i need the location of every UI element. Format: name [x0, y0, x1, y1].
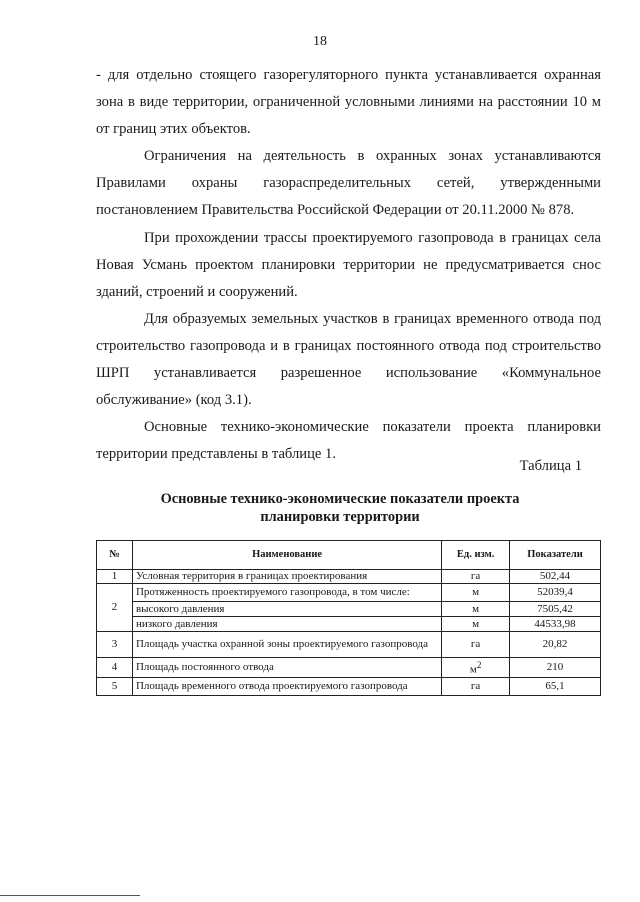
- row-num: 2: [97, 584, 133, 632]
- row-value: 52039,4: [510, 584, 601, 602]
- row-name: Условная территория в границах проектирования: [132, 570, 441, 584]
- row-value: 210: [510, 658, 601, 678]
- paragraph-gas-point-zone: - для отдельно стоящего газорегуляторного пункта устанавливается охранная зона в виде территории, ограниченной условными линиями на расстоянии 10 м от границ этих объектов.: [96, 67, 601, 138]
- row-name: Площадь постоянного отвода: [132, 658, 441, 678]
- paragraph-restrictions: Ограничения на деятельность в охранных зонах устанавливаются Правилами охраны газораспределительных сетей, утвержденными постановлением Правительства Российской Федерации от 20.11.2000 № 878.: [96, 148, 601, 219]
- row-name: высокого давления: [132, 602, 441, 617]
- paragraph-route: При прохождении трассы проектируемого газопровода в границах села Новая Усмань проектом планировки территории не предусматривается снос зданий, строений и сооружений.: [96, 229, 601, 300]
- row-num: 5: [97, 678, 133, 696]
- row-num: 1: [97, 570, 133, 584]
- row-value: 502,44: [510, 570, 601, 584]
- row-unit: м: [442, 602, 510, 617]
- table-row: [97, 617, 601, 632]
- row-value: 65,1: [510, 678, 601, 696]
- table-title: Основные технико-экономические показатели проекта планировки территории: [160, 491, 520, 525]
- row-unit: га: [442, 678, 510, 696]
- table-row: [97, 632, 601, 658]
- row-unit: м: [442, 584, 510, 602]
- unit-superscript: 2: [476, 659, 482, 670]
- page-number: 18: [313, 34, 327, 49]
- paragraph-indicators: Основные технико-экономические показатели проекта планировки территории представлены в таблице 1.: [96, 419, 601, 463]
- row-value: 7505,42: [510, 602, 601, 617]
- row-unit: м: [442, 617, 510, 632]
- row-num: 3: [97, 632, 133, 658]
- paragraph-land-use: Для образуемых земельных участков в границах временного отвода под строительство газопровода и в границах постоянного отвода под строительство ШРП устанавливается разрешенное использование «Коммунальное обслуживание» (код 3.1).: [96, 310, 601, 409]
- row-name: низкого давления: [132, 617, 441, 632]
- table-row: [97, 658, 601, 678]
- footer-divider: [0, 895, 140, 896]
- row-unit: га: [442, 570, 510, 584]
- header-name: Наименование: [132, 541, 441, 570]
- table-row: [97, 678, 601, 696]
- row-unit-with-superscript: [442, 658, 510, 678]
- table-row: [97, 570, 601, 584]
- body-text: [96, 62, 601, 468]
- table-row: [97, 602, 601, 617]
- header-unit: Ед. изм.: [442, 541, 510, 570]
- row-value: 20,82: [510, 632, 601, 658]
- table-header-row: [97, 541, 601, 570]
- row-num: 4: [97, 658, 133, 678]
- table-row: [97, 584, 601, 602]
- row-unit: м: [469, 663, 477, 676]
- row-unit: га: [442, 632, 510, 658]
- header-value: Показатели: [510, 541, 601, 570]
- row-name: Протяженность проектируемого газопровода, в том числе:: [132, 584, 441, 602]
- header-num: №: [97, 541, 133, 570]
- indicators-table: [96, 540, 601, 696]
- row-value: 44533,98: [510, 617, 601, 632]
- row-name: Площадь временного отвода проектируемого газопровода: [132, 678, 441, 696]
- row-name: Площадь участка охранной зоны проектируемого газопровода: [132, 632, 441, 658]
- table-caption: Таблица 1: [519, 458, 582, 474]
